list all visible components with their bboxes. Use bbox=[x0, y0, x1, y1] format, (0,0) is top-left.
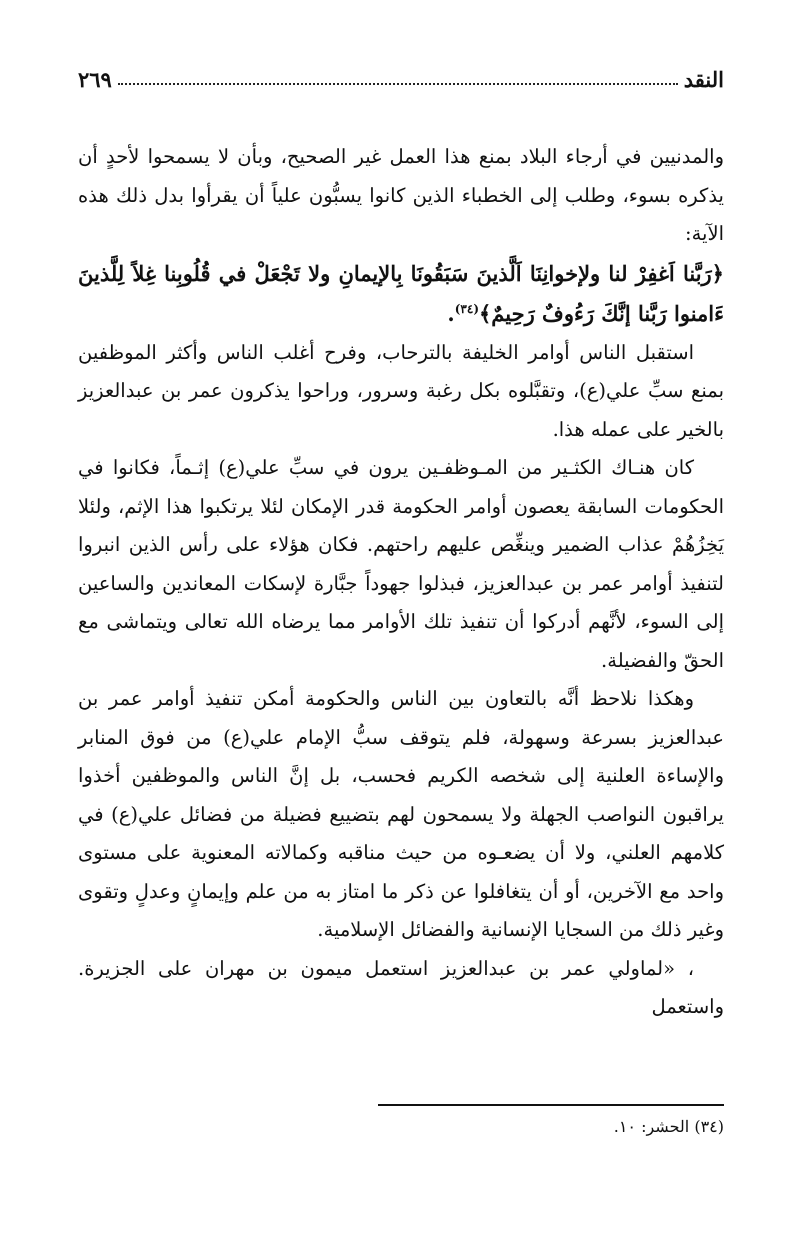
paragraph-1: والمدنيين في أرجاء البلاد بمنع هذا العمل غير الصحيح، وبأن لا يسمحوا لأحدٍ أن يذكره بسوء، وطلب إلى الخطباء الذين كانوا يسبُّون علياً أن يقرأوا بدل ذلك هذه الآية: bbox=[78, 145, 724, 245]
paragraph-4: وهكذا نلاحظ أنَّه بالتعاون بين الناس والحكومة أمكن تنفيذ أوامر عمر بن عبدالعزيز بسرعة وسهولة، فلم يتوقف سبُّ الإمام علي(ع) من فوق المنابر والإساءة العلنية إلى شخصه الكريم فحسب، بل إنَّ الناس والموظفين أخذوا يراقبون النواصب الجهلة ولا يسمحون لهم بتضييع فضيلة من فضائل علي(ع) في كلامهم العلني، ولا أن يضعـوه من حيث مناقبه وكمالاته المعنوية على مستوى واحد مع الآخرين، أو أن يتغافلوا عن ذكر ما امتاز به من علم وإيمانٍ وعدلٍ وتقوى وغير ذلك من السجايا الإنسانية والفضائل الإسلامية. bbox=[78, 687, 724, 941]
paragraph-5: ، «لماولي عمر بن عبدالعزيز استعمل ميمون بن مهران على الجزيرة. واستعمل bbox=[78, 956, 724, 1018]
main-text bbox=[78, 138, 724, 1027]
footnote-ref: (٣٤) bbox=[454, 301, 479, 316]
quran-verse-block: ﴿رَبَّنا اَغفِرْ لنا ولإخوانِنَا اَلَّذينَ سَبَقُونَا بِالإيمانِ ولا تَجْعَلْ في قُلُوبِنا غِلاً لِلَّذينَ ءَامنوا رَبَّنا إنَّكَ رَءُوفٌ رَحِيمٌ﴾$^{(٣٤)}$. bbox=[78, 260, 724, 326]
running-header bbox=[78, 58, 724, 92]
header-title: النقد bbox=[683, 67, 724, 92]
paragraph-2: استقبل الناس أوامر الخليفة بالترحاب، وفرح أغلب الناس وأكثر الموظفين بمنع سبِّ علي(ع)، وتقبَّلوه بكل رغبة وسرور، وراحوا يذكرون عمر بن عبدالعزيز بالخير على عمله هذا. bbox=[78, 340, 724, 441]
quran-verse: ﴿رَبَّنا اَغفِرْ لنا ولإخوانِنَا اَلَّذينَ سَبَقُونَا بِالإيمانِ ولا تَجْعَلْ في قُلُوبِنا غِلاً لِلَّذينَ ءَامنوا رَبَّنا إنَّكَ رَءُوفٌ رَحِيمٌ﴾ bbox=[78, 260, 724, 326]
footnote-divider bbox=[378, 1104, 724, 1106]
paragraph-3: كان هنـاك الكثـير من المـوظفـين يرون في سبِّ علي(ع) إثـماً، فكانوا في الحكومات السابقة يعصون أوامر الحكومة قدر الإمكان لئلا يرتكبوا هذا الإثم، ولئلا يَخِزُهُمْ عذاب الضمير وينغِّص عليهم راحتهم. فكان هؤلاء على رأس الذين انبروا لتنفيذ أوامر عمر بن عبدالعزيز، فبذلوا جهوداً جبَّارة لإسكات المعاندين والساعين إلى السوء، لأنَّهم أدركوا أن تنفيذ تلك الأوامر مما يرضاه الله تعالى ويتماشى مع الحقّ والفضيلة. bbox=[78, 456, 724, 672]
footnote: (٣٤) الحشر: ١٠. bbox=[613, 1117, 724, 1136]
page-number: ٢٦٩ bbox=[78, 67, 112, 92]
dotted-leader bbox=[118, 83, 678, 85]
